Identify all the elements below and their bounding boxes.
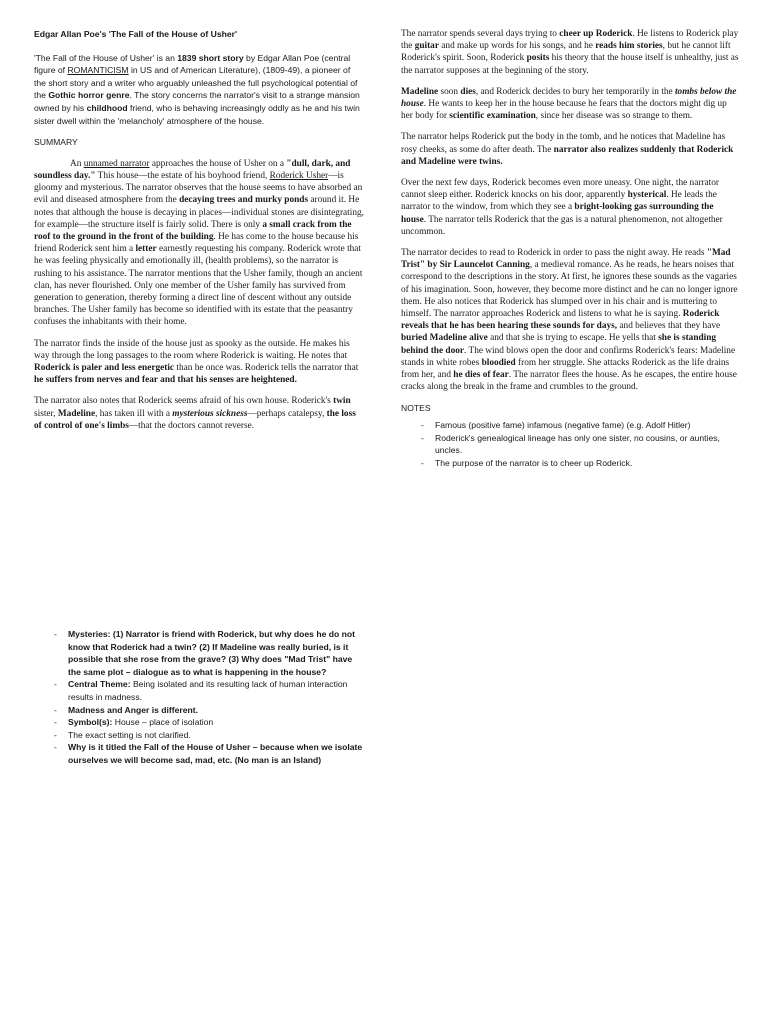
text-run: Over the next few days, Roderick becomes even more uneasy. One night, the narrator cannot sleep either. Roderick knocks on his door, apparently (401, 178, 719, 201)
right-column (401, 28, 739, 469)
text-run: Roderick reveals that he has been hearing these sounds for days, (401, 309, 720, 332)
text-run: dies (460, 86, 476, 97)
list-item (34, 729, 364, 742)
text-run: This house—the estate of his boyhood friend, (95, 170, 270, 181)
text-run: "Mad Trist" by Sir Launcelot Canning (401, 248, 731, 271)
text-run: Mysteries: (68, 629, 111, 639)
text-run: Madness and Anger is different. (68, 704, 199, 715)
intro-paragraph (34, 52, 364, 128)
text-run: earnestly requesting his company. Roderick wrote that he was feeling physically and emotionally ill, (health problems), so the narrator is rushing to his assistance. The narrator mentions that the Usher family, though an ancient clan, has never flourished. Only one member of the Usher family has survived from generation to generation, thereby forming a direct line of descent without any outside branches. The Usher family has become so identified with its estate that the peasantry confuses the inhabitants with their home. (34, 244, 363, 328)
text-run: friend, who is behaving increasingly oddly as he and his twin sister dwell within the 'melancholy' atmosphere of the house. (34, 102, 360, 126)
summary-paragraph-6 (401, 131, 739, 168)
text-run: . The narrator tells Roderick that the gas is a natural phenomenon, not altogether uncommon. (401, 214, 723, 237)
text-run: tombs below the house (401, 86, 737, 110)
text-run: . The narrator flees the house. As he escapes, the entire house cracks along the break in the frame and crumbles to the ground. (401, 370, 737, 393)
text-run: letter (135, 244, 157, 255)
text-run: 'The Fall of the House of Usher' is an (34, 52, 178, 63)
text-run: hysterical (627, 190, 667, 201)
summary-paragraph-4 (401, 28, 739, 77)
text-run: , a medieval romance. As he reads, he hears noises that correspond to the descriptions in the story. At first, he ignores these sounds as the vagaries of his imagination. Soon, however, they become more distinct and he can no longer ignore them. He also notices that Roderick has slumped over in his chair and is muttering to himself. The narrator approaches Roderick and listens to what he is saying. (401, 260, 738, 320)
text-run: she is standing behind the door (401, 333, 717, 356)
text-run: in US and of American Literature), (1809-49), a pioneer of the short story and a writer who arguably unleashed the full psychological potential of the (34, 65, 358, 101)
list-item (401, 432, 739, 457)
list-item (34, 704, 364, 717)
text-run: House – place of isolation (112, 717, 214, 728)
text-run: he suffers from nerves and fear and that his senses are heightened. (34, 375, 297, 386)
text-run: twin (333, 396, 351, 407)
text-run: bloodied (481, 357, 516, 368)
text-run: approaches the house of Usher on a (149, 158, 287, 169)
text-run: cheer up Roderick (559, 29, 633, 39)
text-run: . He leads the narrator to the window, from which they see a (401, 190, 717, 213)
text-run: , but he cannot lift Roderick's spirit. Soon, Roderick (401, 41, 731, 64)
text-run: . He wants to keep her in the house because he fears that the doctors might dig up her body for (401, 99, 727, 122)
text-run: mysterious sickness (172, 408, 248, 419)
list-item (34, 716, 364, 729)
text-run: than he once was. Roderick tells the narrator that (174, 363, 359, 373)
summary-paragraph-1 (34, 158, 364, 329)
text-run: and believes that they have (617, 321, 721, 332)
summary-paragraph-5 (401, 86, 739, 123)
text-run: reads him stories (595, 41, 663, 52)
dash-bullet-icon: - (54, 729, 57, 740)
text-run: the loss of control of one's limbs (34, 408, 356, 431)
summary-paragraph-3 (34, 395, 364, 432)
summary-paragraph-2 (34, 338, 364, 387)
text-run: The exact setting is not clarified. (68, 729, 191, 740)
document-title: Edgar Allan Poe's 'The Fall of the House of Usher' (34, 29, 238, 39)
text-run: The purpose of the narrator is to cheer up Roderick. (435, 457, 633, 468)
left-column (34, 28, 364, 441)
dash-bullet-icon: - (421, 420, 424, 431)
summary-paragraph-8 (401, 247, 739, 393)
notes-heading: NOTES (401, 403, 431, 414)
text-run: , and Roderick decides to bury her temporarily in the (475, 86, 675, 97)
text-run: , has taken ill with a (95, 408, 173, 419)
list-item (401, 457, 739, 470)
dash-bullet-icon: - (54, 717, 57, 728)
dash-bullet-icon: - (54, 742, 57, 753)
text-run: Madeline (57, 408, 96, 419)
text-run: his theory that the house itself is unhealthy, just as the narrator supposes at the beginning of the story. (401, 53, 739, 76)
dash-bullet-icon: - (54, 679, 57, 690)
text-run: sister, (34, 408, 58, 419)
text-run: narrator also realizes suddenly that Roderick and Madeline were twins. (401, 144, 734, 167)
list-item (34, 628, 364, 678)
text-run: by Edgar Allan Poe (central figure of (34, 52, 351, 76)
text-run: childhood (86, 102, 128, 113)
text-run: from her struggle. She attacks Roderick as the life drains from her, and (401, 357, 730, 381)
text-run: —perhaps catalepsy, (247, 408, 327, 419)
summary-paragraph-7 (401, 177, 739, 238)
text-run: decaying trees and murky ponds (179, 195, 309, 206)
text-run: bright-looking gas surrounding the house (401, 202, 714, 225)
text-run: he dies of fear (453, 370, 509, 381)
text-run: ROMANTICISM (67, 65, 129, 76)
text-run: Roderick Usher (269, 170, 329, 181)
text-run: 1839 short story (177, 52, 244, 63)
text-run: posits (526, 53, 550, 64)
text-run: Famous (positive fame) infamous (negative fame) (e.g. Adolf Hitler) (435, 420, 691, 431)
text-run: The narrator helps Roderick put the body in the tomb, and he notices that Madeline has rosy cheeks, as some do after death. The (401, 132, 726, 155)
text-run: soon (438, 86, 461, 97)
text-run: The narrator also notes that Roderick seems afraid of his own house. Roderick's (34, 396, 334, 407)
text-run: Madeline (401, 86, 439, 97)
dash-bullet-icon: - (54, 704, 57, 715)
analysis-list (34, 628, 364, 767)
text-run: guitar (414, 41, 439, 52)
text-run: around it. He notes that although the house is decaying in places—individual stones are disintegrating, for example—the structure itself is fairly solid. There is only (34, 195, 364, 230)
text-run: Why is it titled the Fall of the House of Usher – because when we isolate ourselves we will become sad, mad, etc. (No man is an Island) (68, 742, 363, 765)
text-run: Being isolated and its resulting lack of human interaction results in madness. (68, 679, 348, 702)
list-item (34, 741, 364, 766)
summary-heading: SUMMARY (34, 137, 78, 148)
text-run: . He listens to Roderick play the (401, 29, 739, 52)
text-run: scientific examination (449, 111, 536, 122)
text-run: The narrator finds the inside of the house just as spooky as the outside. He makes his way through the long passages to the room where Roderick is waiting. He notes that (34, 338, 350, 361)
text-run: and that she is trying to escape. He yells that (487, 333, 659, 344)
text-run: —is gloomy and mysterious. The narrator observes that the house seems to have absorbed an evil and diseased atmosphere from the (34, 170, 363, 206)
text-run: . The wind blows open the door and confirms Roderick's fears: Madeline stands in white robes (401, 345, 736, 368)
text-run: (1) Narrator is friend with Roderick, but why does he do not know that Roderick had a twin? (2) If Madeline was really buried, is it possible that she rose from the grave? (3) Why does "Mad Trist" have the same plot – dialogue as to what is happening in the house? (68, 629, 355, 677)
text-run: unnamed narrator (83, 158, 150, 169)
dash-bullet-icon: - (421, 457, 424, 468)
text-run: , since her disease was so strange to them. (535, 111, 693, 122)
text-run: Roderick's genealogical lineage has only one sister, no cousins, or aunties, uncles. (435, 432, 720, 456)
text-run: An (70, 158, 84, 169)
text-run: Gothic horror genre (48, 90, 130, 101)
text-run: "dull, dark, and soundless day." (34, 158, 351, 181)
text-run: Central Theme: (68, 679, 131, 690)
text-run: a small crack from the roof to the ground in the front of the building (34, 219, 352, 242)
text-run: . The story concerns the narrator's visit to a strange mansion owned by his (34, 90, 360, 113)
list-item (34, 678, 364, 703)
text-run: The narrator spends several days trying to (401, 29, 560, 39)
dash-bullet-icon: - (54, 629, 57, 639)
text-run: —that the doctors cannot reverse. (128, 420, 255, 431)
notes-list (401, 419, 739, 469)
text-run: buried Madeline alive (401, 333, 488, 344)
text-run: The narrator decides to read to Roderick in order to pass the night away. He reads (401, 248, 707, 259)
list-item (401, 419, 739, 432)
dash-bullet-icon: - (421, 432, 424, 443)
text-run: . He has come to the house because his friend Roderick sent him a (34, 231, 359, 255)
text-run: Symbol(s): (68, 717, 113, 728)
text-run: Roderick is paler and less energetic (34, 363, 175, 373)
text-run: and make up words for his songs, and he (438, 41, 596, 52)
